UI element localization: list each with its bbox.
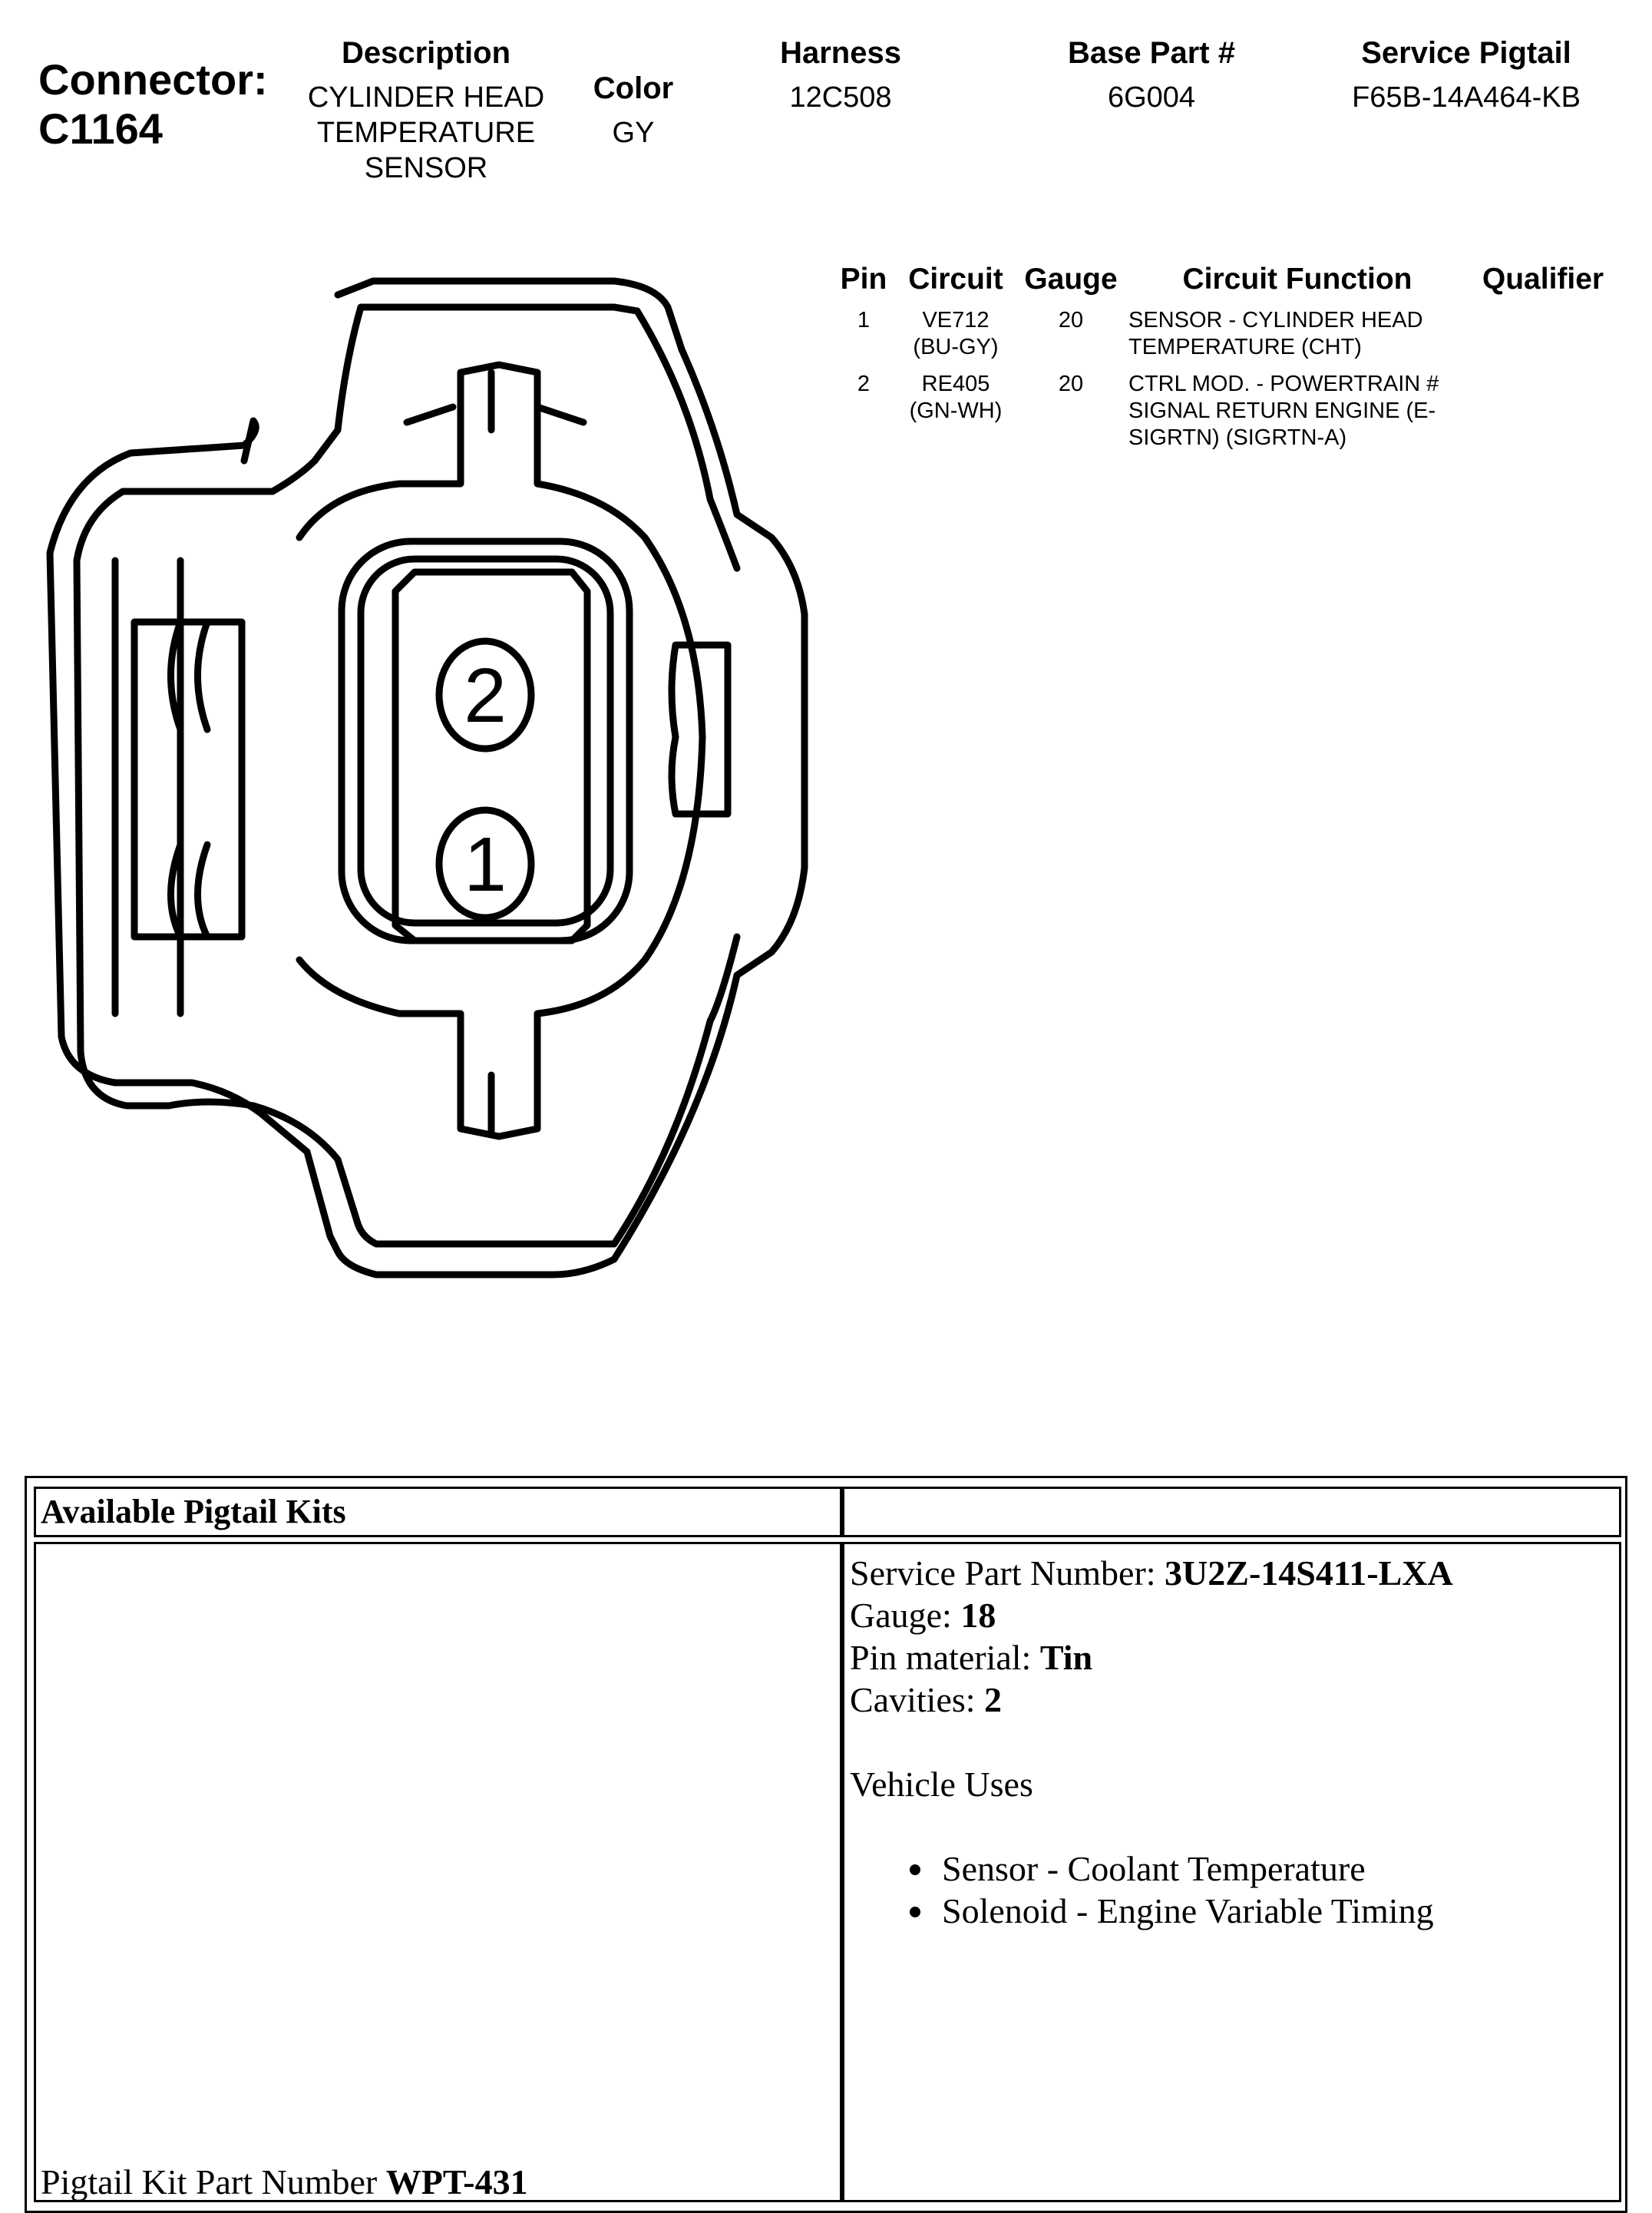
bullet-icon: [910, 1907, 920, 1917]
circuit-code: RE405: [921, 372, 990, 396]
service-part-label: Service Part Number:: [850, 1553, 1165, 1593]
pin-material-value: Tin: [1039, 1638, 1093, 1677]
harness-title: Harness: [780, 36, 901, 70]
function-line: SENSOR - CYLINDER HEAD: [1128, 308, 1423, 332]
list-item: [850, 1847, 1619, 1890]
pin-2-label: 2: [464, 653, 507, 739]
circuit-color: (BU-GY): [913, 335, 999, 359]
left-latch: [115, 561, 242, 1014]
housing-latch-notch: [244, 421, 256, 461]
service-part-value: 3U2Z-14S411-LXA: [1165, 1553, 1453, 1593]
service-part-number: [850, 1552, 1619, 1594]
pigtail-image-cell: [34, 1542, 844, 2202]
circuit-function-header: Circuit Function: [1182, 263, 1412, 296]
base-part-title: Base Part #: [1068, 36, 1235, 70]
pigtail-kit-part-number: [41, 2161, 528, 2203]
list-item: [850, 1890, 1619, 1932]
pigtail-kits-header-cell: [34, 1487, 844, 1537]
pin-1-label: 1: [464, 822, 507, 908]
kit-part-label: Pigtail Kit Part Number: [41, 2162, 386, 2201]
kit-part-value: WPT-431: [385, 2162, 528, 2201]
description-line: CYLINDER HEAD: [307, 81, 545, 114]
pin-material-label: Pin material:: [850, 1638, 1040, 1677]
gauge-value: 18: [960, 1596, 996, 1635]
cavities-label: Cavities:: [850, 1680, 985, 1719]
function-line: SIGRTN) (SIGRTN-A): [1128, 425, 1347, 450]
pigtail-kits-title: Available Pigtail Kits: [41, 1493, 346, 1530]
gauge-cell: 20: [1058, 372, 1084, 396]
circuit-color: (GN-WH): [909, 399, 1003, 423]
vehicle-uses-list: [850, 1847, 1619, 1932]
gauge-cell: 20: [1058, 308, 1084, 332]
pin-header: Pin: [840, 263, 887, 296]
gauge-label: Gauge:: [850, 1596, 961, 1635]
description-line: TEMPERATURE: [316, 117, 536, 149]
gauge-line: [850, 1594, 1619, 1636]
pin-number: 2: [857, 372, 871, 396]
service-pigtail-title: Service Pigtail: [1361, 36, 1571, 70]
service-pigtail-value: F65B-14A464-KB: [1352, 81, 1581, 114]
pigtail-details-cell: [840, 1542, 1621, 2202]
base-part-value: 6G004: [1107, 81, 1196, 114]
vehicle-use-text: Solenoid - Engine Variable Timing: [942, 1891, 1434, 1930]
pigtail-kits-header-right: [840, 1487, 1621, 1537]
circuit-header: Circuit: [908, 263, 1003, 296]
function-line: CTRL MOD. - POWERTRAIN #: [1128, 372, 1439, 396]
function-line: SIGNAL RETURN ENGINE (E-: [1128, 399, 1436, 423]
harness-value: 12C508: [789, 81, 892, 114]
pin-material-line: [850, 1636, 1619, 1679]
function-line: TEMPERATURE (CHT): [1128, 335, 1362, 359]
description-line: SENSOR: [364, 152, 488, 184]
vehicle-uses-title: Vehicle Uses: [850, 1765, 1033, 1804]
connector-label-prefix: Connector:: [38, 55, 268, 104]
qualifier-header: Qualifier: [1482, 263, 1604, 296]
cavities-value: 2: [984, 1680, 1003, 1719]
bullet-icon: [910, 1864, 920, 1875]
description-title: Description: [341, 36, 511, 70]
gauge-header: Gauge: [1024, 263, 1118, 296]
vehicle-use-text: Sensor - Coolant Temperature: [942, 1849, 1366, 1888]
circuit-code: VE712: [922, 308, 990, 332]
connector-id: C1164: [38, 104, 163, 153]
color-value: GY: [612, 117, 655, 149]
pin-number: 1: [857, 308, 871, 332]
color-title: Color: [593, 71, 674, 105]
cavities-line: [850, 1679, 1619, 1721]
